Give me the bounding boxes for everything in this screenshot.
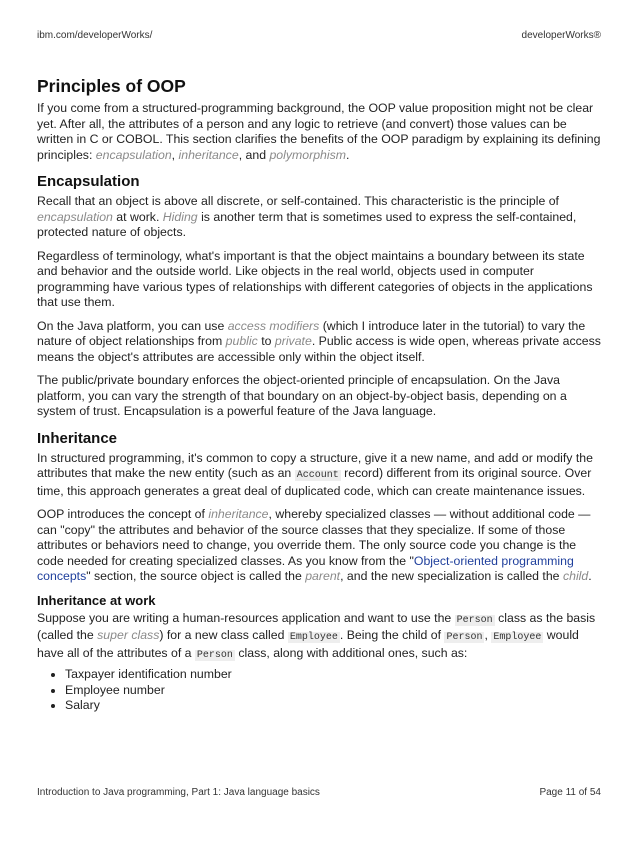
text-span: Suppose you are writing a human-resources application and want to use the: [37, 610, 455, 625]
text-span: would have all of the attributes of a: [37, 628, 579, 660]
encapsulation-paragraph-4: The public/private boundary enforces the object-oriented principle of encapsulation. On the Java platform, you can vary the strength of that boundary on an object-by-object basis, depending on a system of trust. Encapsulation is a powerful feature of the Java language.: [37, 373, 567, 418]
list-item: • Salary: [65, 698, 603, 714]
inheritance-paragraph-1: [37, 451, 603, 500]
running-header: [37, 30, 601, 41]
header-brand: developerWorks®: [521, 30, 601, 41]
text-span: , whereby specialized classes — without additional code — can "copy" the attributes and behavior of the source classes that they specialize. If some of those attributes or behaviors need to change, you override them. The only source code you change is the code needed for creating specialized classes. As you know from the ": [37, 507, 591, 568]
encapsulation-paragraph-1: [37, 194, 603, 241]
inheritance-paragraph-2: [37, 507, 603, 585]
section-title-inheritance-at-work: Inheritance at work: [37, 592, 156, 608]
text-span: ) for a new class called: [159, 628, 288, 642]
running-footer: [37, 787, 601, 798]
oop-intro-paragraph: [37, 101, 603, 163]
text-span: record) different from its original source. Over time, this approach generates a great deal of duplicated code, which can create maintenance issues.: [37, 466, 592, 498]
code-person: Person: [456, 614, 493, 626]
text-span: On the Java platform, you can use: [37, 318, 228, 333]
text-span: If you come from a structured-programming background, the OOP value proposition might not be clear yet. After all, the attributes of a person and any logic to retrieve (and convert) those values can be written in C or COBOL. This section clarifies the benefits of the OOP paradigm by explaining its defining principles:: [37, 101, 601, 162]
text-span: class as the basis (called the: [37, 610, 596, 642]
term-inheritance: inheritance: [178, 147, 239, 162]
code-employee: Employee: [493, 632, 542, 643]
text-span: , and the new specialization is called the: [340, 569, 563, 583]
term-private: private: [274, 334, 312, 348]
section-title-encapsulation: Encapsulation: [37, 173, 140, 190]
encapsulation-paragraph-2: Regardless of terminology, what's important is that the object maintains a boundary between its state and behavior and the outside world. Like objects in the real world, objects used in computer programming have various types of relationships with different categories of objects in the applications that use them.: [37, 248, 593, 309]
term-super-class: super class: [97, 628, 160, 642]
inheritance-at-work-paragraph: [37, 611, 603, 664]
list-item: • Taxpayer identification number: [65, 667, 603, 683]
link-oop-concepts[interactable]: Object-oriented programming concepts: [37, 553, 574, 583]
term-polymorphism: polymorphism: [269, 147, 347, 162]
text-span: " section, the source object is called the: [86, 569, 306, 583]
code-employee: Employee: [289, 632, 338, 643]
text-span: .: [346, 147, 350, 162]
term-parent: parent: [305, 569, 341, 583]
page-content: [37, 70, 603, 714]
footer-document-title: Introduction to Java programming, Part 1: Java language basics: [37, 787, 320, 798]
text-span: ,: [484, 628, 492, 642]
term-encapsulation: encapsulation: [37, 209, 113, 224]
encapsulation-paragraph-3: [37, 319, 603, 366]
term-child: child: [562, 569, 589, 583]
text-span: is another term that is sometimes used to express the self-contained, protected nature of objects.: [37, 209, 577, 239]
text-span: to: [257, 334, 275, 348]
code-account: Account: [296, 470, 339, 481]
text-span: . Public access is wide open, whereas private access means the object's attributes are accessible only within the object itself.: [37, 334, 601, 364]
header-site-link[interactable]: ibm.com/developerWorks/: [37, 30, 153, 41]
text-span: OOP introduces the concept of: [37, 507, 209, 521]
text-span: , and: [238, 147, 270, 162]
text-span: ,: [171, 147, 179, 162]
term-access-modifiers: access modifiers: [227, 318, 320, 333]
text-span: .: [588, 569, 592, 583]
attribute-bullet-list: [37, 667, 603, 714]
term-public: public: [225, 334, 258, 348]
code-person: Person: [196, 649, 233, 661]
text-span: at work.: [112, 209, 163, 224]
term-encapsulation: encapsulation: [95, 147, 172, 162]
footer-page-number: Page 11 of 54: [539, 787, 601, 798]
list-item: • Employee number: [65, 683, 603, 699]
text-span: Recall that an object is above all discrete, or self-contained. This characteristic is the principle of: [37, 194, 559, 208]
text-span: (which I introduce later in the tutorial) to vary the nature of object relationships from: [37, 318, 586, 348]
section-title-inheritance: Inheritance: [37, 429, 118, 447]
section-title-principles-of-oop: Principles of OOP: [37, 76, 186, 96]
text-span: . Being the child of: [339, 628, 445, 642]
term-hiding: Hiding: [162, 209, 198, 224]
code-person: Person: [446, 632, 483, 643]
text-span: class, along with additional ones, such as:: [234, 645, 468, 660]
text-span: In structured programming, it's common to copy a structure, give it a new name, and add or modify the attributes that make the new entity (such as an: [37, 450, 593, 480]
term-inheritance: inheritance: [208, 507, 269, 521]
